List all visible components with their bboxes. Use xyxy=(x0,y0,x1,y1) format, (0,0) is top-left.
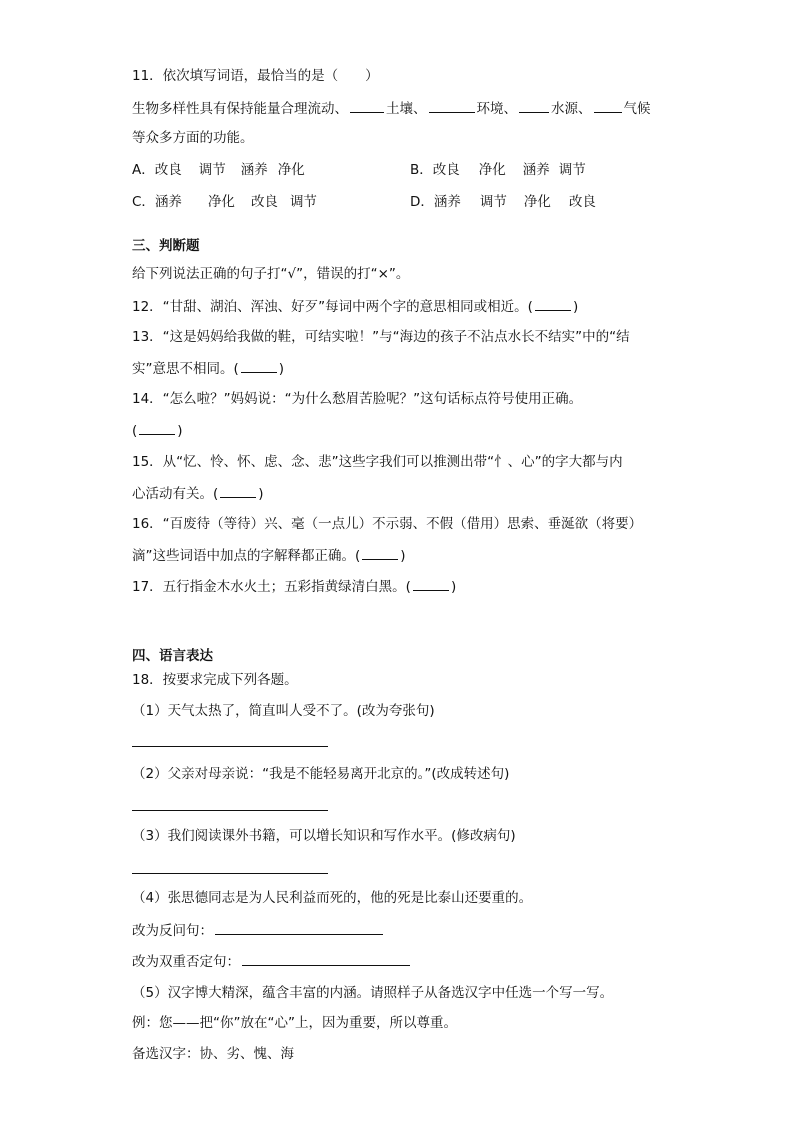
option-word: 改良 xyxy=(250,194,278,210)
paren-close: ) xyxy=(177,423,183,439)
q11-text-b: 土壤、 xyxy=(386,101,427,117)
q17-answer-blank[interactable] xyxy=(413,576,449,591)
double-negative-label: 改为双重否定句： xyxy=(132,954,240,970)
paren-close: ) xyxy=(400,548,406,564)
section-instruction: 给下列说法正确的句子打“√”，错误的打“×”。 xyxy=(132,266,410,282)
q11-option-b[interactable] xyxy=(410,160,586,180)
rhetorical-answer-blank[interactable] xyxy=(215,920,383,935)
q18-sub3: （3）我们阅读课外书籍，可以增长知识和写作水平。(修改病句) xyxy=(132,828,516,844)
q15-line2 xyxy=(132,483,264,504)
q15-line1: 15．从“忆、怜、怀、虑、念、悲”这些字我们可以推测出带“忄、心”的字大都与内 xyxy=(132,454,623,470)
q16-text: 滴”这些词语中加点的字解释都正确。( xyxy=(132,548,361,564)
paren-close: ) xyxy=(450,579,457,595)
q18-sub4-double-negative xyxy=(132,951,412,972)
answer-line-3[interactable] xyxy=(132,873,328,874)
q15-answer-blank[interactable] xyxy=(220,483,256,498)
q14-line2 xyxy=(132,420,183,441)
option-word: 调节 xyxy=(198,162,226,178)
rhetorical-label: 改为反问句： xyxy=(132,923,213,939)
q18-sub5: （5）汉字博大精深，蕴含丰富的内涵。请照样子从备选汉字中任选一个写一写。 xyxy=(132,985,614,1001)
q11-option-d[interactable] xyxy=(410,192,596,212)
answer-line-1[interactable] xyxy=(132,746,328,747)
option-label: B． xyxy=(410,162,433,178)
answer-line-2[interactable] xyxy=(132,810,328,811)
q11-text-a: 生物多样性具有保持能量合理流动、 xyxy=(132,101,348,117)
q16-line2 xyxy=(132,545,406,566)
q18-sub4: （4）张思德同志是为人民利益而死的，他的死是比泰山还要重的。 xyxy=(132,890,533,906)
q11-option-c[interactable] xyxy=(132,192,317,212)
q12 xyxy=(132,296,578,317)
q13-text: 实”意思不相同。( xyxy=(132,361,239,377)
q11-blank-3[interactable] xyxy=(519,98,549,113)
paren-close: ) xyxy=(572,299,579,315)
option-word: 净化 xyxy=(478,162,506,178)
q12-answer-blank[interactable] xyxy=(535,296,571,311)
option-word: 改良 xyxy=(568,194,596,210)
q13-answer-blank[interactable] xyxy=(241,358,277,373)
option-label: A． xyxy=(132,162,155,178)
q11-passage-line2: 等众多方面的功能。 xyxy=(132,130,254,146)
q18-candidates: 备选汉字：协、劣、愧、海 xyxy=(132,1046,294,1062)
section-title-expression: 四、语言表达 xyxy=(132,648,213,664)
option-word: 调节 xyxy=(479,194,507,210)
q11-text-d: 水源、 xyxy=(551,101,592,117)
q18-sub4-rhetorical xyxy=(132,920,385,941)
option-word: 净化 xyxy=(207,194,235,210)
option-label: D． xyxy=(410,194,434,210)
q15-text: 心活动有关。( xyxy=(132,486,219,502)
option-word: 涵养 xyxy=(522,162,550,178)
option-word: 净化 xyxy=(523,194,551,210)
q16-line1: 16．“百废待（等待）兴、毫（一点儿）不示弱、不假（借用）思索、垂涎欲（将要） xyxy=(132,516,643,532)
q14-text: ( xyxy=(132,423,138,439)
q11-stem: 11．依次填写词语，最恰当的是（ ） xyxy=(132,68,379,84)
paren-close: ) xyxy=(278,361,285,377)
paren-close: ) xyxy=(258,486,264,502)
q18-stem: 18．按要求完成下列各题。 xyxy=(132,672,298,688)
q13-line1: 13．“这是妈妈给我做的鞋，可结实啦！”与“海边的孩子不沾点水长不结实”中的“结 xyxy=(132,329,630,345)
q11-passage-line1 xyxy=(132,98,651,119)
q11-text-c: 环境、 xyxy=(476,101,517,117)
q16-answer-blank[interactable] xyxy=(362,545,398,560)
option-label: C． xyxy=(132,194,155,210)
q11-blank-2[interactable] xyxy=(429,98,475,113)
option-word: 改良 xyxy=(432,162,460,178)
option-word: 涵养 xyxy=(433,194,461,210)
q11-option-a[interactable] xyxy=(132,160,305,180)
q18-example: 例：您——把“你”放在“心”上，因为重要，所以尊重。 xyxy=(132,1015,457,1031)
q14-answer-blank[interactable] xyxy=(139,420,175,435)
option-word: 调节 xyxy=(558,162,586,178)
option-word: 涵养 xyxy=(154,194,182,210)
section-title-judgement: 三、判断题 xyxy=(132,238,200,254)
q11-blank-1[interactable] xyxy=(350,98,384,113)
q17-text: 17．五行指金木水火土；五彩指黄绿清白黑。( xyxy=(132,579,411,595)
q11-blank-4[interactable] xyxy=(594,98,622,113)
q18-sub1: （1）天气太热了，简直叫人受不了。(改为夸张句) xyxy=(132,703,435,719)
option-word: 改良 xyxy=(154,162,182,178)
option-word: 调节 xyxy=(289,194,317,210)
double-negative-answer-blank[interactable] xyxy=(242,951,410,966)
q13-line2 xyxy=(132,358,284,379)
option-word: 净化 xyxy=(277,162,305,178)
q14-line1: 14．“怎么啦？”妈妈说：“为什么愁眉苦脸呢？”这句话标点符号使用正确。 xyxy=(132,391,583,407)
q18-sub2: （2）父亲对母亲说：“我是不能轻易离开北京的。”(改成转述句) xyxy=(132,766,510,782)
q12-text: 12．“甘甜、湖泊、浑浊、好歹”每词中两个字的意思相同或相近。( xyxy=(132,299,533,315)
option-word: 涵养 xyxy=(240,162,268,178)
q11-text-e: 气候 xyxy=(623,101,651,117)
q17 xyxy=(132,576,456,597)
